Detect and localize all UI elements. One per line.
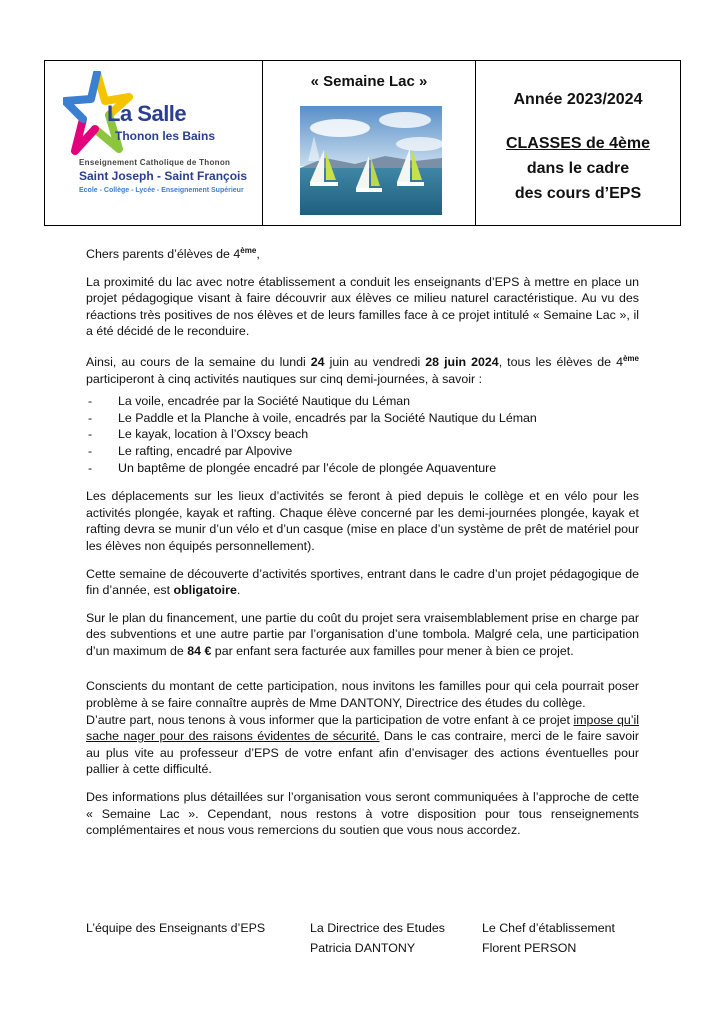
logo-line-3: Ecole - Collège - Lycée - Enseignement Supérieur — [79, 187, 244, 194]
logo-name: La Salle — [107, 101, 187, 126]
letter-body — [86, 243, 639, 850]
context-line-2: des cours d’EPS — [514, 185, 642, 202]
logo-line-2: Saint Joseph - Saint François — [79, 169, 248, 183]
paragraph-funding: Sur le plan du financement, une partie du coût du projet sera vraisemblablement prise en charge par des subventions et une autre partie par l’organisation d’une tombola. Malgré cela, une participation d’un maximum de 84 € par enfant sera facturée aux familles pour mener à bien ce projet. — [86, 610, 639, 658]
header-table — [44, 60, 681, 226]
paragraph-swimming: D’autre part, nous tenons à vous informer que la participation de votre enfant à ce projet impose qu’il sache nager pour des raisons évidentes de sécurité. Dans le cas contraire, merci de le faire savoir au plus vite au professeur d’EPS de votre enfant afin d’envisager des actions éventuelles pour pallier à cette difficulté. — [86, 712, 639, 777]
paragraph-dates: Ainsi, au cours de la semaine du lundi 24 juin au vendredi 28 juin 2024, tous les élèves de 4ème participeront à cinq activités nautiques sur cinq demi-journées, à savoir : — [86, 353, 639, 386]
paragraph-transport: Les déplacements sur les lieux d’activités se feront à pied depuis le collège et en vélo pour les activités plongée, kayak et rafting. Chaque élève concerné par les demi-journées plongée, kayak et rafting devra se munir d’un vélo et d’un casque (mise en place d’un système de prêt de matériel pour les élèves non équipés personnellement). — [86, 489, 639, 553]
greeting: Chers parents d’élèves de 4ème, — [86, 246, 260, 261]
list-item: - Le rafting, encadré par Alpovive — [86, 443, 639, 460]
paragraph-closing: Des informations plus détaillées sur l’organisation vous seront communiquées à l’approche de cette « Semaine Lac ». Cependant, nous restons à votre disposition pour tous renseignements complémentaires et nous vous remercions du soutien que vous nous accordez. — [86, 790, 639, 838]
signatures — [86, 918, 646, 962]
activities-list — [86, 393, 639, 476]
classes-title: CLASSES de 4ème — [505, 135, 651, 152]
list-item: - Le kayak, location à l’Oxscy beach — [86, 426, 639, 443]
project-title: « Semaine Lac » — [310, 73, 428, 90]
signature-eps-team: L’équipe des Enseignants d’EPS — [86, 921, 266, 935]
signature-director: La Directrice des Etudes Patricia DANTONY — [310, 921, 445, 955]
year-cell — [476, 61, 680, 225]
signature-head: Le Chef d’établissement Florent PERSON — [482, 921, 615, 955]
photo-cell — [263, 61, 476, 225]
list-item: - Le Paddle et la Planche à voile, encadrés par la Société Nautique du Léman — [86, 410, 639, 427]
logo-city: Thonon les Bains — [115, 129, 216, 143]
list-item: - La voile, encadrée par la Société Nautique du Léman — [86, 393, 639, 410]
paragraph-mandatory: Cette semaine de découverte d’activités sportives, entrant dans le cadre d’un projet pédagogique de fin d’année, est obligatoire. — [86, 566, 639, 598]
paragraph-intro: La proximité du lac avec notre établissement a conduit les enseignants d’EPS à mettre en place un projet pédagogique visant à faire découvrir aux élèves ce milieu naturel caractéristique. Au vu des réactions très positives de nos élèves et de leurs familles face à ce projet intitulé « Semaine Lac », il a été décidé de le reconduire. — [86, 274, 639, 339]
list-item: - Un baptême de plongée encadré par l’école de plongée Aquaventure — [86, 460, 639, 477]
school-year: Année 2023/2024 — [513, 91, 643, 108]
logo-cell — [45, 61, 263, 225]
context-line-1: dans le cadre — [526, 160, 630, 177]
logo-line-1: Enseignement Catholique de Thonon — [79, 158, 231, 167]
paragraph-contact: Conscients du montant de cette participation, nous invitons les familles pour qui cela pourrait poser problème à se faire connaître auprès de Mme DANTONY, Directrice des études du collège. — [86, 679, 639, 711]
sailboats-photo — [300, 106, 442, 215]
